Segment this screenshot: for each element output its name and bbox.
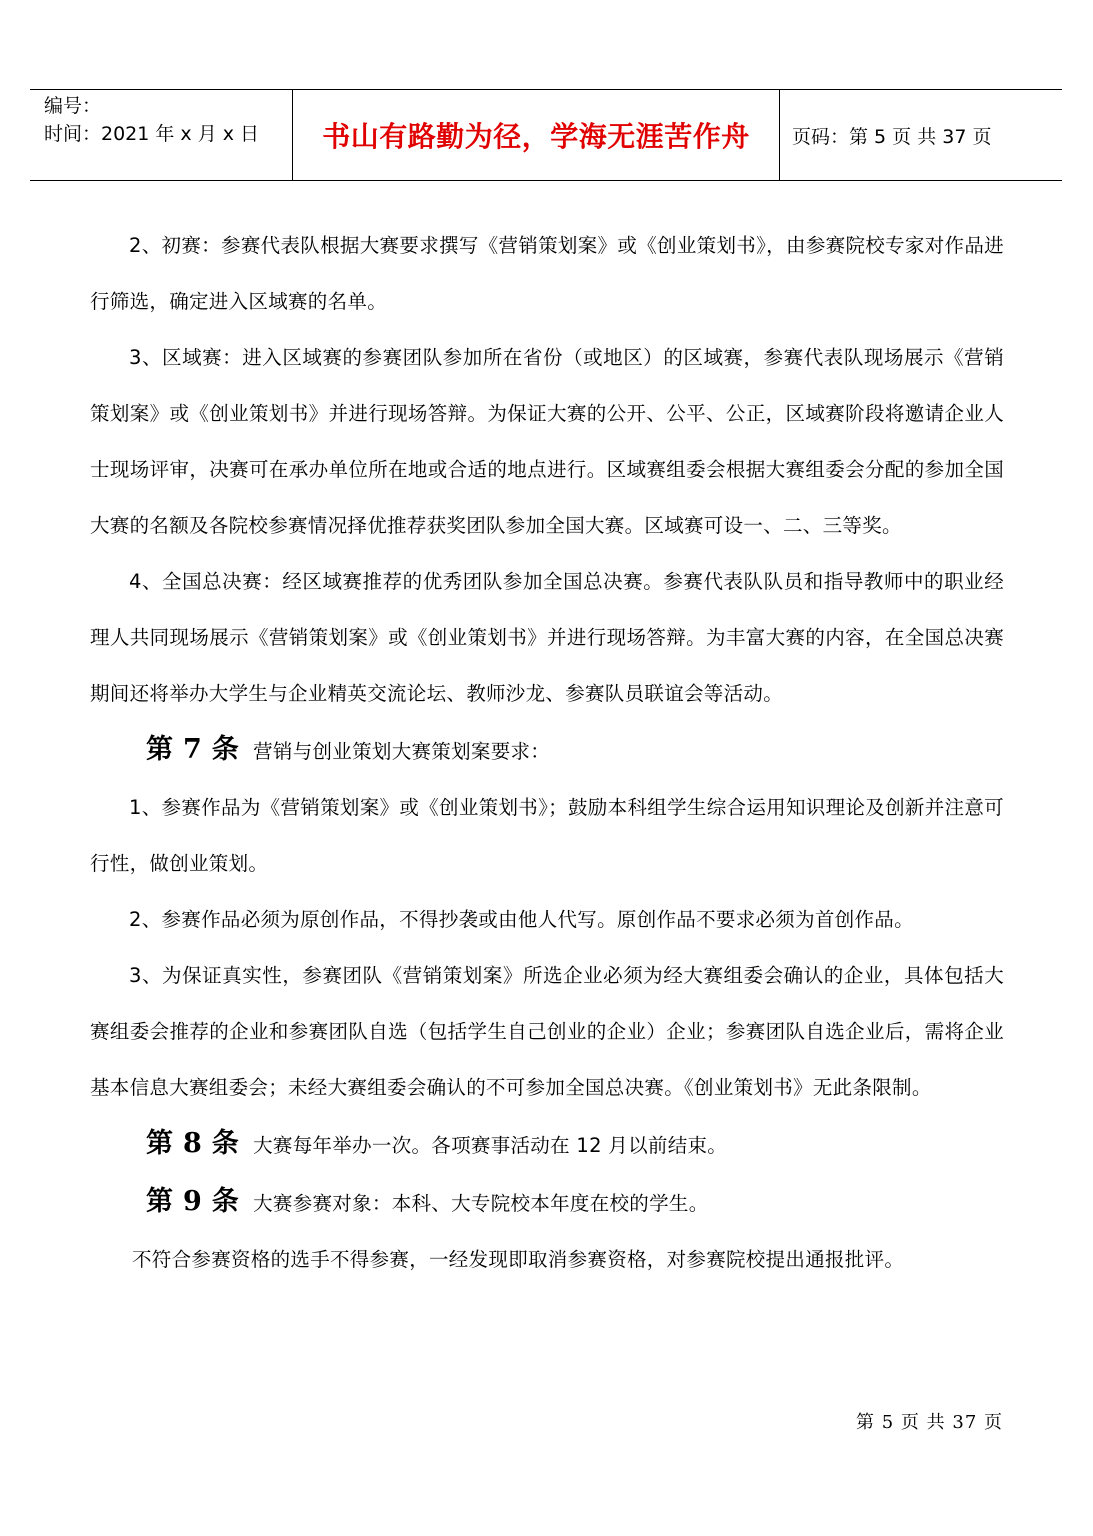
article-7-item-1: 1、参赛作品为《营销策划案》或《创业策划书》；鼓励本科组学生综合运用知识理论及创新并注意可行性，做创业策划。 xyxy=(90,796,1004,875)
header-motto-cell xyxy=(293,90,780,180)
article-9-text: 大赛参赛对象：本科、大专院校本年度在校的学生。 xyxy=(253,1192,709,1215)
closing-paragraph: 不符合参赛资格的选手不得参赛，一经发现即取消参赛资格，对参赛院校提出通报批评。 xyxy=(132,1248,905,1271)
article-7-item-3: 3、为保证真实性，参赛团队《营销策划案》所选企业必须为经大赛组委会确认的企业，具体包括大赛组委会推荐的企业和参赛团队自选（包括学生自己创业的企业）企业；参赛团队自选企业后，需将企业基本信息大赛组委会；未经大赛组委会确认的不可参加全国总决赛。《创业策划书》无此条限制。 xyxy=(90,964,1004,1099)
article-9-heading xyxy=(90,1174,1004,1232)
header-meta xyxy=(30,90,293,180)
paragraph-preliminary: 2、初赛：参赛代表队根据大赛要求撰写《营销策划案》或《创业策划书》，由参赛院校专家对作品进行筛选，确定进入区域赛的名单。 xyxy=(90,234,1004,313)
article-7-heading xyxy=(90,722,1004,780)
header-motto: 书山有路勤为径，学海无涯苦作舟 xyxy=(322,120,750,153)
time-label: 时间：2021 年 x 月 x 日 xyxy=(44,123,260,145)
article-7-number: 第 7 条 xyxy=(146,734,240,765)
page-footer: 第 5 页 共 37 页 xyxy=(856,1412,1003,1433)
number-label: 编号： xyxy=(44,95,102,117)
article-9-number: 第 9 条 xyxy=(146,1186,240,1217)
article-8-heading xyxy=(90,1116,1004,1174)
document-body xyxy=(90,218,1004,1288)
header-page-label: 页码：第 5 页 共 37 页 xyxy=(792,125,992,148)
article-8-number: 第 8 条 xyxy=(146,1128,240,1159)
article-8-text: 大赛每年举办一次。各项赛事活动在 12 月以前结束。 xyxy=(253,1134,728,1157)
page-header xyxy=(30,89,1062,181)
paragraph-regional: 3、区域赛：进入区域赛的参赛团队参加所在省份（或地区）的区域赛，参赛代表队现场展示《营销策划案》或《创业策划书》并进行现场答辩。为保证大赛的公开、公平、公正，区域赛阶段将邀请企业人士现场评审，决赛可在承办单位所在地或合适的地点进行。区域赛组委会根据大赛组委会分配的参加全国大赛的名额及各院校参赛情况择优推荐获奖团队参加全国大赛。区域赛可设一、二、三等奖。 xyxy=(90,346,1004,537)
article-7-item-2: 2、参赛作品必须为原创作品，不得抄袭或由他人代写。原创作品不要求必须为首创作品。 xyxy=(129,908,914,931)
header-page-cell xyxy=(780,90,1062,180)
paragraph-national-final: 4、全国总决赛：经区域赛推荐的优秀团队参加全国总决赛。参赛代表队队员和指导教师中的职业经理人共同现场展示《营销策划案》或《创业策划书》并进行现场答辩。为丰富大赛的内容，在全国总决赛期间还将举办大学生与企业精英交流论坛、教师沙龙、参赛队员联谊会等活动。 xyxy=(90,570,1004,705)
article-7-text: 营销与创业策划大赛策划案要求： xyxy=(253,740,551,763)
